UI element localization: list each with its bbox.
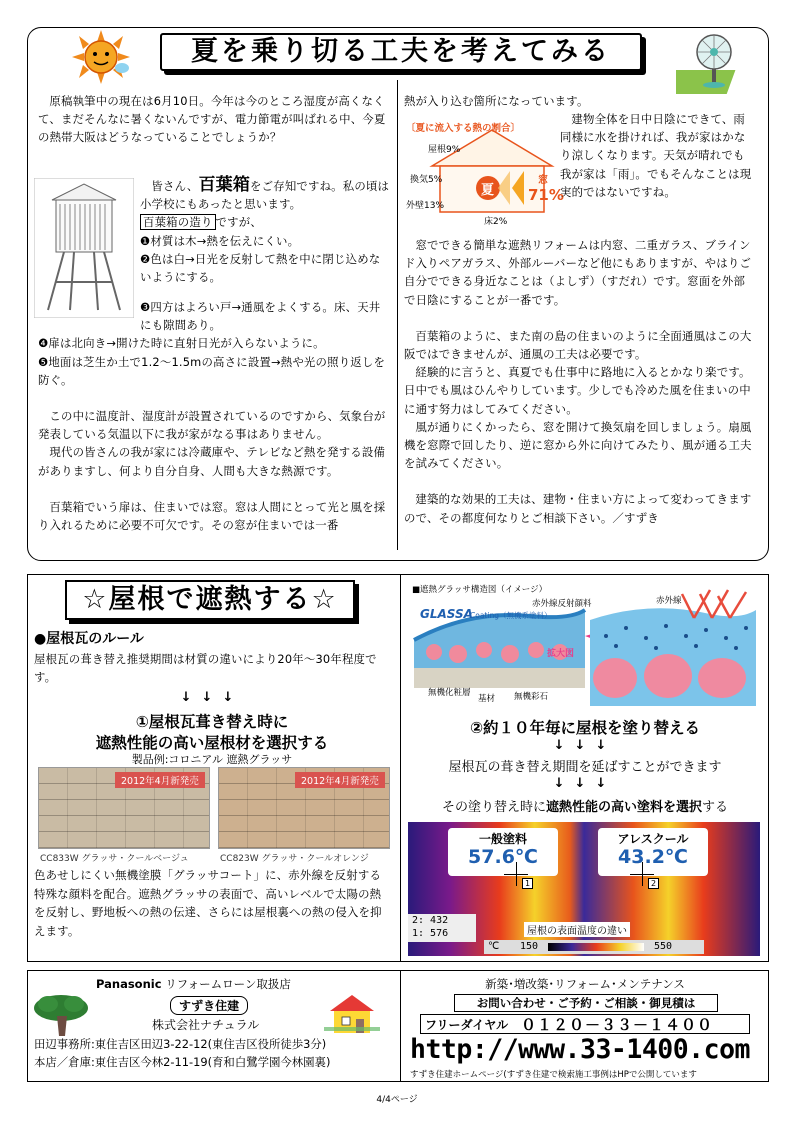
office-1: 田辺事務所:東住吉区田辺3-22-12(東住吉区役所徒歩3分) bbox=[34, 1037, 327, 1051]
right-column-body bbox=[404, 236, 756, 527]
roof-tile-para: 屋根瓦の葺き替え推奨期間は材質の違いにより20年～30年程度です。 bbox=[34, 652, 377, 685]
diagram-window-value: 71% bbox=[528, 186, 564, 204]
para3: 現代の皆さんの我が家には冷蔵庫や、テレビなど熱を発する設備がありますし、何より自分自身、人間も大きな熱源です。 bbox=[38, 445, 386, 478]
thermo-value-1: 57.6℃ bbox=[468, 846, 538, 868]
thermo-marker-2: 2 bbox=[648, 878, 659, 889]
tile1-caption: CC833W グラッサ・クールベージュ bbox=[40, 854, 189, 864]
tree-icon bbox=[32, 992, 90, 1038]
house-icon bbox=[324, 993, 380, 1035]
thermo-caption: 屋根の表面温度の違い bbox=[524, 922, 630, 937]
arrows-3: ↓↓↓ bbox=[553, 776, 617, 791]
right-para6: 建築的な効果的工夫は、建物・住まい方によって変わってきますので、その都度何なりとご相談下さい。／すずき bbox=[404, 492, 752, 525]
free-dial-number[interactable]: ０１２０－３３－１４００ bbox=[521, 1016, 714, 1034]
sun-icon bbox=[66, 28, 136, 86]
para4: 百葉箱でいう扉は、住まいでは窓。窓は人間にとって光と風を採り入れるために必要不可欠です。その窓が住まいでは一番 bbox=[38, 499, 386, 533]
intro-a: 皆さん、 bbox=[151, 179, 199, 193]
website-note: すずき住建ホームページ(すずき住建で検索施工事例はHPで公開しています bbox=[410, 1070, 697, 1080]
structure-tail: ですが、 bbox=[215, 215, 262, 230]
new-release-badge-1: 2012年4月新発売 bbox=[115, 772, 205, 788]
right-para2: 窓でできる簡単な遮熱リフォームは内窓、二重ガラス、ブラインド入りペアガラス、外部ルーバーなど他にもありますが、やはりご自分でできる身近なことは（よしず）（すだれ）です。窓面を外部で日陰にすることが一番です。 bbox=[404, 238, 752, 307]
section2-title: ☆屋根で遮熱する☆ bbox=[65, 580, 355, 620]
hyakuyobako-image bbox=[34, 178, 134, 318]
diagram-wall: 外壁13% bbox=[406, 201, 445, 211]
free-dial-label: フリーダイヤル bbox=[425, 1018, 509, 1032]
website-url[interactable]: http://www.33-1400.com bbox=[410, 1034, 750, 1065]
thermo-label-1: 一般塗料 bbox=[478, 832, 527, 846]
hyakuyobako-text bbox=[140, 176, 390, 286]
panasonic-tail: リフォームローン取扱店 bbox=[165, 977, 291, 991]
diagram-title: 〔夏に流入する熱の割合〕 bbox=[406, 123, 521, 134]
scale-gradient bbox=[548, 943, 644, 951]
point2-sub2-a: その塗り替え時に bbox=[441, 800, 546, 815]
item-3: ❸四方はよろい戸→通風をよくする。床、天井にも隙間あり。 bbox=[140, 300, 381, 333]
diagram-floor: 床2% bbox=[484, 217, 508, 227]
items-continued bbox=[38, 298, 390, 534]
intro-b: をご存知ですね。私の頃は小学校にもあったと思います。 bbox=[140, 179, 390, 212]
tile2-caption: CC823W グラッサ・クールオレンジ bbox=[220, 854, 369, 864]
img-coating: Coating（無機系塗料） bbox=[470, 611, 552, 620]
item-1: ❶材質は木→熱を伝えにくい。 bbox=[140, 233, 300, 248]
thermograph-image bbox=[408, 822, 760, 956]
para2: この中に温度計、湿度計が設置されているのですから、気象台が発表している気温以下に我が家がなる事はありません。 bbox=[38, 409, 386, 442]
thermo-row-2: 1: 576 bbox=[412, 928, 449, 939]
item-5: ❺地面は芝生か土で1.2～1.5mの高さに設置→熱や光の照り返しを防ぐ。 bbox=[38, 354, 386, 387]
img-label-stone: 無機彩石 bbox=[514, 692, 549, 702]
panasonic-brand: Panasonic bbox=[96, 977, 162, 991]
point2-sub2 bbox=[406, 796, 764, 815]
intro-paragraph: 原稿執筆中の現在は6月10日。今年は今のところ湿度が高くなくて、まだそんなに暑くないんですが、電力節電が叫ばれる中、今夏の熱帯大阪はどうなっていることでしょうか？ bbox=[38, 94, 386, 145]
right-para4: 経験的に言うと、真夏でも仕事中に路地に入るとかなり楽です。日中でも風はひんやりしています。少しでも冷めた風を住まいの中に通す努力はしてみてください。 bbox=[404, 365, 751, 416]
panasonic-line bbox=[96, 976, 291, 992]
thermo-row-1: 2: 432 bbox=[412, 915, 449, 926]
point2-sub2-c: する bbox=[702, 800, 729, 815]
free-dial-box bbox=[420, 1014, 750, 1034]
point1-line2: 遮熱性能の高い屋根材を選択する bbox=[95, 734, 329, 752]
img-label-layer: 無機化粧層 bbox=[428, 688, 471, 698]
right-beside bbox=[560, 110, 756, 201]
diagram-roof: 屋根9% bbox=[428, 145, 461, 155]
thermo-marker-1-vert bbox=[516, 862, 517, 886]
point1-line1: ①屋根瓦葺き替え時に bbox=[135, 713, 289, 731]
office-2: 本店／倉庫:東住吉区今林2-11-19(育和白鷺学園今林園裏) bbox=[34, 1055, 331, 1069]
right-beside-text: 建物全体を日中日陰にできて、雨同様に水を掛ければ、我が家はかなり涼しくなります。天気が晴れでも我が家は「雨」。でもそんなことは現実的ではないですね。 bbox=[560, 112, 752, 199]
item-4: ❹扉は北向き→開けた時に直射日光が入らないように。 bbox=[38, 336, 325, 351]
column-divider bbox=[397, 80, 398, 550]
diagram-vent: 換気5% bbox=[410, 175, 443, 185]
scale-unit: ℃ bbox=[488, 941, 500, 952]
img-title: ■遮熱グラッサ構造図（イメージ） bbox=[412, 585, 548, 595]
contact-line: お問い合わせ・ご予約・ご相談・御見積は bbox=[454, 994, 718, 1012]
thermo-marker-1: 1 bbox=[522, 878, 533, 889]
suzuki-logo: すずき住建 bbox=[170, 996, 248, 1015]
img-label-zoom: 拡大図 bbox=[547, 649, 575, 659]
point2-sub: 屋根瓦の葺き替え期間を延ばすことができます bbox=[448, 760, 722, 775]
diagram-center: 夏 bbox=[481, 183, 495, 198]
hyakuyobako-word: 百葉箱 bbox=[198, 175, 251, 195]
thermo-value-2: 43.2℃ bbox=[618, 846, 688, 868]
electric-fan-icon bbox=[676, 30, 756, 98]
point2-sub2-b: 遮熱性能の高い塗料を選択 bbox=[545, 800, 702, 815]
section1-title: 夏を乗り切る工夫を考えてみる bbox=[160, 33, 642, 71]
diagram-window-label: 窓 bbox=[538, 175, 548, 186]
arrows-1: ↓↓↓ bbox=[180, 690, 244, 705]
glassa-description: 色あせしにくい無機塗膜「グラッサコート」に、赤外線を反射する特殊な顔料を配合。遮熱グラッサの表面で、高いレベルで太陽の熱を反射し、野地板への熱の伝達、さらには屋根裏への熱の侵入を抑えます。 bbox=[34, 868, 382, 938]
footer-divider bbox=[400, 970, 401, 1082]
arrows-2: ↓↓↓ bbox=[553, 738, 617, 753]
thermo-marker-2-vert bbox=[642, 862, 643, 886]
roof-tile-heading: ●屋根瓦のルール bbox=[34, 631, 144, 647]
img-label-ir: 赤外線 bbox=[656, 596, 682, 606]
point2: ②約１０年毎に屋根を塗り替える bbox=[469, 719, 701, 737]
section2-divider bbox=[400, 574, 401, 962]
tile-beige-image bbox=[38, 767, 210, 849]
img-brand: GLASSA bbox=[420, 607, 473, 621]
product-example: 製品例:コロニアル 遮熱グラッサ bbox=[131, 753, 293, 766]
right-para5: 風が通りにくかったら、窓を開けて換気扇を回しましょう。扇風機を窓際で回したり、逆に窓から外に向けてみたり、風が通る工夫を試みてください。 bbox=[404, 419, 752, 471]
img-label-base: 基材 bbox=[478, 694, 496, 704]
img-label-ir-pigment: 赤外線反射顔料 bbox=[532, 599, 592, 609]
thermo-scale bbox=[484, 940, 704, 954]
company-name: 株式会社ナチュラル bbox=[152, 1018, 260, 1032]
scale-max: 550 bbox=[654, 941, 673, 952]
scale-min: 150 bbox=[520, 941, 539, 952]
thermo-readout bbox=[408, 914, 476, 942]
right-para3: 百葉箱のように、また南の島の住まいのように全面通風はこの大阪ではできませんが、通風の工夫は必要です。 bbox=[404, 328, 752, 362]
tile-orange-image bbox=[218, 767, 390, 849]
section1-left-column bbox=[38, 92, 390, 147]
item-2: ❷色は白→日光を反射して熱を中に閉じ込めないようにする。 bbox=[140, 251, 381, 285]
thermo-label-2: アレスクール bbox=[617, 832, 689, 846]
page-number: 4/4ページ bbox=[376, 1095, 418, 1105]
structure-label: 百葉箱の造り bbox=[140, 214, 216, 230]
right-top: 熱が入り込む箇所になっています。 bbox=[404, 94, 589, 108]
services: 新築･増改築･リフォーム･メンテナンス bbox=[485, 977, 685, 991]
new-release-badge-2: 2012年4月新発売 bbox=[295, 772, 385, 788]
